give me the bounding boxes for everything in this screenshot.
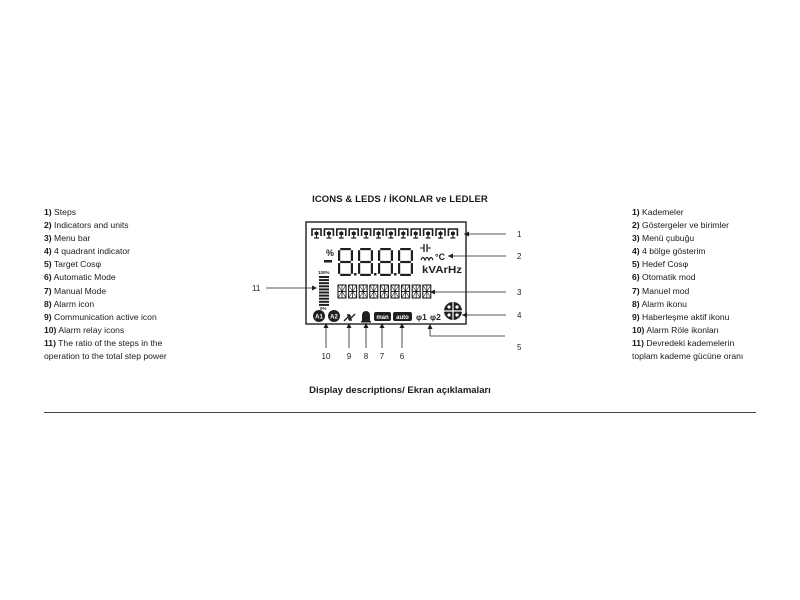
- legend-en-item: [44, 311, 194, 324]
- step-dot: [389, 232, 393, 235]
- alarm-relay-1-label: A1: [315, 314, 323, 321]
- segment: [371, 263, 373, 274]
- legend-tr-item: [632, 219, 762, 232]
- step-icon: [349, 229, 358, 238]
- bar-segment: [319, 295, 329, 297]
- legend-en-item: [44, 337, 194, 350]
- step-icon: [312, 229, 321, 238]
- legend-tr-item-text: Manuel mod: [639, 285, 690, 296]
- legend-tr-item-text: Haberleşme aktif ikonu: [639, 311, 730, 322]
- legend-tr-item-text: Devredeki kademelerin: [643, 337, 735, 348]
- segment: [360, 261, 371, 263]
- legend-tr-item-number: 7): [632, 285, 640, 296]
- legend-en-item-text: Menu bar: [51, 233, 91, 244]
- legend-tr-item: [632, 311, 762, 324]
- segment: [400, 248, 411, 250]
- callout-number: 10: [321, 352, 331, 361]
- automatic-mode-label: auto: [396, 315, 409, 321]
- decimal-point: [394, 273, 397, 276]
- legend-tr-item-number: 11): [632, 337, 644, 348]
- big-digit: [338, 248, 353, 276]
- bar-top-label: 100%: [318, 270, 330, 275]
- callout-number: 4: [517, 311, 522, 320]
- menu-character: [391, 285, 399, 298]
- callout-number: 3: [517, 288, 522, 297]
- legend-en-item-text: Manual Mode: [51, 285, 107, 296]
- step-icon: [436, 229, 445, 238]
- legend-tr-item-number: 9): [632, 311, 640, 322]
- callout-arrow: [312, 286, 317, 291]
- segment: [340, 261, 351, 263]
- segment: [360, 248, 371, 250]
- legend-tr-item-number: 5): [632, 259, 640, 270]
- legend-tr-item-number: 3): [632, 233, 640, 244]
- legend-tr-item-text: Alarm Röle ikonları: [644, 324, 719, 335]
- legend-en-item: [44, 206, 194, 219]
- step-icon: [386, 229, 395, 238]
- legend-en-item-number: 4): [44, 246, 52, 257]
- segment: [351, 263, 353, 274]
- bar-segment: [319, 285, 329, 287]
- legend-tr-item: [632, 285, 762, 298]
- bar-segment: [319, 292, 329, 294]
- legend-tr-item: [632, 271, 762, 284]
- legend-en-item-number: 9): [44, 311, 52, 322]
- legend-tr-item-text: Hedef Cosφ: [639, 259, 689, 270]
- decimal-point: [374, 273, 377, 276]
- lcd-display-diagram: [240, 210, 570, 370]
- unit-label: kVArHz: [422, 264, 462, 276]
- legend-turkish: [632, 206, 762, 363]
- segment: [378, 250, 380, 261]
- legend-en-item-number: 7): [44, 285, 52, 296]
- step-dot: [426, 232, 430, 235]
- step-icon: [337, 229, 346, 238]
- segment: [380, 248, 391, 250]
- legend-en-item-text: Communication active icon: [51, 311, 157, 322]
- legend-tr-item: [632, 206, 762, 219]
- legend-tr-item: [632, 298, 762, 311]
- step-icon: [424, 229, 433, 238]
- step-icon: [411, 229, 420, 238]
- diagram-caption: Display descriptions/ Ekran açıklamaları: [309, 385, 491, 396]
- quadrant-mark: [455, 305, 458, 308]
- segment: [411, 250, 413, 261]
- legend-tr-item-text: Alarm ikonu: [639, 298, 687, 309]
- legend-en-item-text: Indicators and units: [51, 220, 129, 231]
- bar-segment: [319, 301, 329, 303]
- step-dot: [401, 232, 405, 235]
- segment: [358, 250, 360, 261]
- legend-tr-item: [632, 245, 762, 258]
- legend-tr-item-text: Otomatik mod: [639, 272, 696, 283]
- segment: [371, 250, 373, 261]
- bar-segment: [319, 276, 329, 278]
- callout-number: 6: [399, 352, 405, 361]
- legend-en-item: [44, 219, 194, 232]
- legend-tr-item: [632, 350, 762, 363]
- callout-arrow: [448, 254, 453, 259]
- legend-en-item: [44, 271, 194, 284]
- step-icon: [374, 229, 383, 238]
- legend-en-item-text: The ratio of the steps in the: [55, 337, 163, 348]
- legend-tr-item-text: Kademeler: [639, 207, 684, 217]
- manual-mode-label: man: [376, 315, 389, 321]
- segment: [351, 250, 353, 261]
- legend-en-item-number: 10): [44, 324, 57, 335]
- callout-arrow: [428, 324, 433, 329]
- callout-number: 8: [363, 352, 369, 361]
- legend-en-item-text: operation to the total step power: [44, 351, 167, 362]
- legend-en-item: [44, 350, 194, 363]
- percent-sign: %: [326, 248, 335, 258]
- segment: [391, 250, 393, 261]
- step-dot: [315, 232, 319, 235]
- legend-en-item: [44, 232, 194, 245]
- step-dot: [451, 232, 455, 235]
- legend-en-item: [44, 324, 194, 337]
- diagram-title: ICONS & LEDS / İKONLAR ve LEDLER: [312, 194, 488, 205]
- menu-character: [412, 285, 420, 298]
- step-icon: [448, 229, 457, 238]
- legend-english: [44, 206, 194, 363]
- segment: [380, 274, 391, 276]
- legend-tr-item-text: toplam kademe gücüne oranı: [632, 351, 744, 362]
- segment: [391, 263, 393, 274]
- segment: [338, 263, 340, 274]
- menu-character: [338, 285, 346, 298]
- alarm-relay-2-label: A2: [330, 314, 338, 321]
- menu-character: [359, 285, 367, 298]
- legend-tr-item: [632, 258, 762, 271]
- legend-tr-item-number: 4): [632, 246, 640, 257]
- legend-tr-item-text: Göstergeler ve birimler: [639, 220, 729, 231]
- segment: [380, 261, 391, 263]
- segment: [400, 274, 411, 276]
- legend-tr-item-number: 1): [632, 207, 640, 217]
- callout-arrow: [462, 313, 467, 318]
- menu-character: [380, 285, 388, 298]
- legend-tr-item: [632, 324, 762, 337]
- legend-tr-item: [632, 232, 762, 245]
- legend-en-item: [44, 258, 194, 271]
- legend-en-item: [44, 285, 194, 298]
- callout-number: 9: [346, 352, 352, 361]
- legend-tr-item-number: 2): [632, 220, 640, 231]
- big-digit: [398, 248, 413, 276]
- inductor-icon: [421, 258, 433, 261]
- target-cosphi-1-label: φ1: [416, 312, 427, 322]
- menu-character: [402, 285, 410, 298]
- legend-en-item: [44, 245, 194, 258]
- step-dot: [352, 232, 356, 235]
- legend-tr-item-number: 10): [632, 324, 645, 335]
- lcd-display-svg: [240, 210, 570, 370]
- quadrant-mark: [447, 313, 450, 316]
- step-icon: [324, 229, 333, 238]
- quadrant-mark: [447, 305, 450, 308]
- segment: [340, 248, 351, 250]
- segment: [400, 261, 411, 263]
- bar-segment: [319, 279, 329, 281]
- step-icon: [362, 229, 371, 238]
- bar-bottom-label: 0%: [320, 306, 327, 311]
- legend-tr-item-text: Menü çubuğu: [639, 233, 695, 244]
- legend-en-item-text: Alarm icon: [51, 298, 95, 309]
- step-icon: [399, 229, 408, 238]
- decimal-point: [354, 273, 357, 276]
- legend-tr-item-number: 8): [632, 298, 640, 309]
- degree-celsius-label: °C: [435, 252, 446, 262]
- step-dot: [377, 232, 381, 235]
- alarm-bell-icon: [362, 311, 370, 321]
- legend-en-item-text: Alarm relay icons: [56, 324, 125, 335]
- target-cosphi-2-label: φ2: [430, 312, 441, 322]
- bar-segment: [319, 288, 329, 290]
- legend-en-item: [44, 298, 194, 311]
- legend-en-item-text: 4 quadrant indicator: [51, 246, 131, 257]
- legend-en-item-number: 6): [44, 272, 52, 283]
- step-dot: [439, 232, 443, 235]
- legend-tr-item: [632, 337, 762, 350]
- legend-en-item-number: 8): [44, 298, 52, 309]
- segment: [358, 263, 360, 274]
- legend-en-item-number: 2): [44, 220, 52, 231]
- horizontal-divider: [44, 412, 756, 413]
- segment: [398, 250, 400, 261]
- menu-character: [423, 285, 431, 298]
- legend-en-item-number: 1): [44, 207, 52, 217]
- quadrant-mark: [455, 313, 458, 316]
- segment: [378, 263, 380, 274]
- legend-tr-item-number: 6): [632, 272, 640, 283]
- menu-character: [370, 285, 378, 298]
- callout-number: 11: [252, 284, 261, 293]
- segment: [360, 274, 371, 276]
- bar-segment: [319, 298, 329, 300]
- segment: [338, 250, 340, 261]
- legend-en-item-text: Target Cosφ: [51, 259, 102, 270]
- step-dot: [364, 232, 368, 235]
- big-digit: [378, 248, 393, 276]
- step-dot: [339, 232, 343, 235]
- segment: [411, 263, 413, 274]
- legend-en-item-number: 11): [44, 337, 56, 348]
- legend-en-item-number: 3): [44, 233, 52, 244]
- legend-tr-item-text: 4 bölge gösterim: [639, 246, 706, 257]
- callout-number: 7: [379, 352, 385, 361]
- legend-en-item-text: Steps: [51, 207, 77, 217]
- menu-character: [349, 285, 357, 298]
- legend-en-item-text: Automatic Mode: [51, 272, 116, 283]
- callout-number: 5: [517, 343, 522, 352]
- minus-sign: [324, 260, 332, 263]
- bar-segment: [319, 282, 329, 284]
- step-dot: [327, 232, 331, 235]
- legend-en-item-number: 5): [44, 259, 52, 270]
- big-digit: [358, 248, 373, 276]
- step-dot: [414, 232, 418, 235]
- alarm-bell-icon: [361, 321, 371, 323]
- callout-number: 2: [517, 252, 522, 261]
- segment: [398, 263, 400, 274]
- segment: [340, 274, 351, 276]
- callout-number: 1: [517, 230, 522, 239]
